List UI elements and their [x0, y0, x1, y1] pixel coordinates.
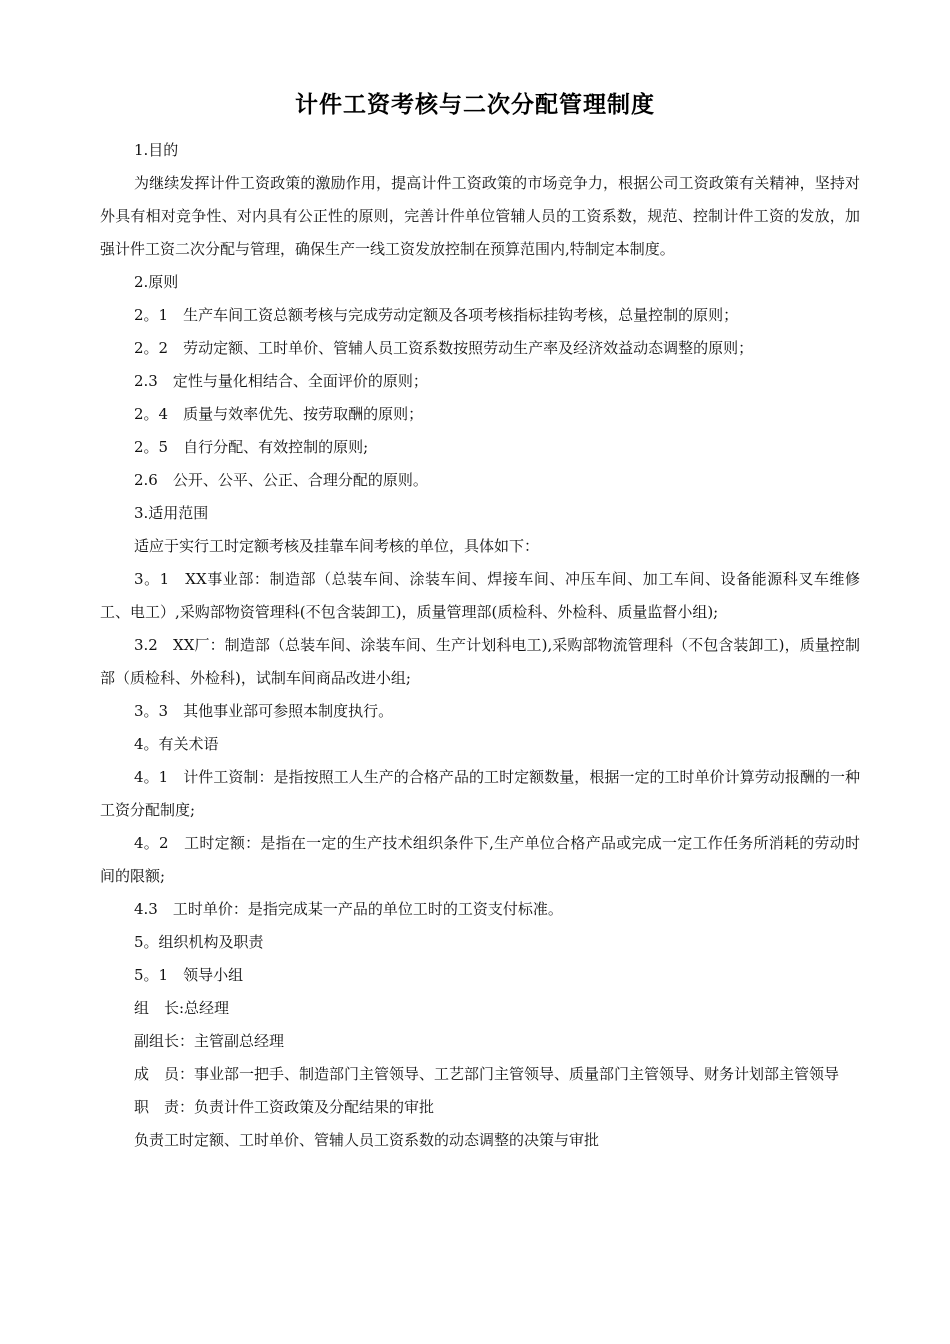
paragraph: 负责工时定额、工时单价、管辅人员工资系数的动态调整的决策与审批 — [134, 1131, 600, 1149]
paragraph: 3.适用范围 — [134, 504, 209, 522]
paragraph: 3。3 其他事业部可参照本制度执行。 — [134, 702, 394, 720]
paragraph: 4。1 计件工资制：是指按照工人生产的合格产品的工时定额数量，根据一定的工时单价计算劳动报酬的一种工资分配制度; — [100, 768, 860, 819]
paragraph: 成 员：事业部一把手、制造部门主管领导、工艺部门主管领导、质量部门主管领导、财务计划部主管领导 — [134, 1065, 840, 1083]
paragraph: 4.3 工时单价：是指完成某一产品的单位工时的工资支付标准。 — [134, 900, 563, 918]
paragraph: 组 长:总经理 — [134, 999, 230, 1017]
paragraph: 3。1 XX事业部：制造部（总装车间、涂装车间、焊接车间、冲压车间、加工车间、设备能源科叉车维修工、电工）,采购部物资管理科(不包含装卸工)，质量管理部(质检科、外检科、质量监督小组); — [100, 570, 860, 621]
paragraph: 副组长：主管副总经理 — [134, 1032, 285, 1050]
paragraph: 4。有关术语 — [134, 735, 219, 753]
paragraph: 2。5 自行分配、有效控制的原则; — [134, 438, 369, 456]
paragraph: 2。4 质量与效率优先、按劳取酬的原则； — [134, 405, 424, 423]
document-title: 计件工资考核与二次分配管理制度 — [295, 92, 655, 118]
document-body — [100, 134, 860, 1157]
paragraph: 5。1 领导小组 — [134, 966, 244, 984]
paragraph: 3.2 XX厂：制造部（总装车间、涂装车间、生产计划科电工),采购部物流管理科（不包含装卸工)，质量控制部（质检科、外检科)，试制车间商品改进小组; — [100, 636, 860, 687]
paragraph: 2.3 定性与量化相结合、全面评价的原则； — [134, 372, 428, 390]
paragraph: 5。组织机构及职责 — [134, 933, 264, 951]
paragraph: 适应于实行工时定额考核及挂靠车间考核的单位，具体如下： — [134, 537, 540, 555]
paragraph: 4。2 工时定额：是指在一定的生产技术组织条件下,生产单位合格产品或完成一定工作任务所消耗的劳动时间的限额; — [100, 834, 860, 885]
paragraph: 为继续发挥计件工资政策的激励作用，提高计件工资政策的市场竞争力，根据公司工资政策有关精神，坚持对外具有相对竞争性、对内具有公正性的原则，完善计件单位管辅人员的工资系数，规范、控制计件工资的发放，加强计件工资二次分配与管理，确保生产一线工资发放控制在预算范围内,特制定本制度。 — [100, 174, 860, 258]
paragraph: 1.目的 — [134, 141, 179, 159]
paragraph: 职 责：负责计件工资政策及分配结果的审批 — [134, 1098, 435, 1116]
paragraph: 2.原则 — [134, 273, 179, 291]
paragraph: 2。1 生产车间工资总额考核与完成劳动定额及各项考核指标挂钩考核，总量控制的原则； — [134, 306, 739, 324]
paragraph: 2。2 劳动定额、工时单价、管辅人员工资系数按照劳动生产率及经济效益动态调整的原则； — [134, 339, 754, 357]
paragraph: 2.6 公开、公平、公正、合理分配的原则。 — [134, 471, 428, 489]
